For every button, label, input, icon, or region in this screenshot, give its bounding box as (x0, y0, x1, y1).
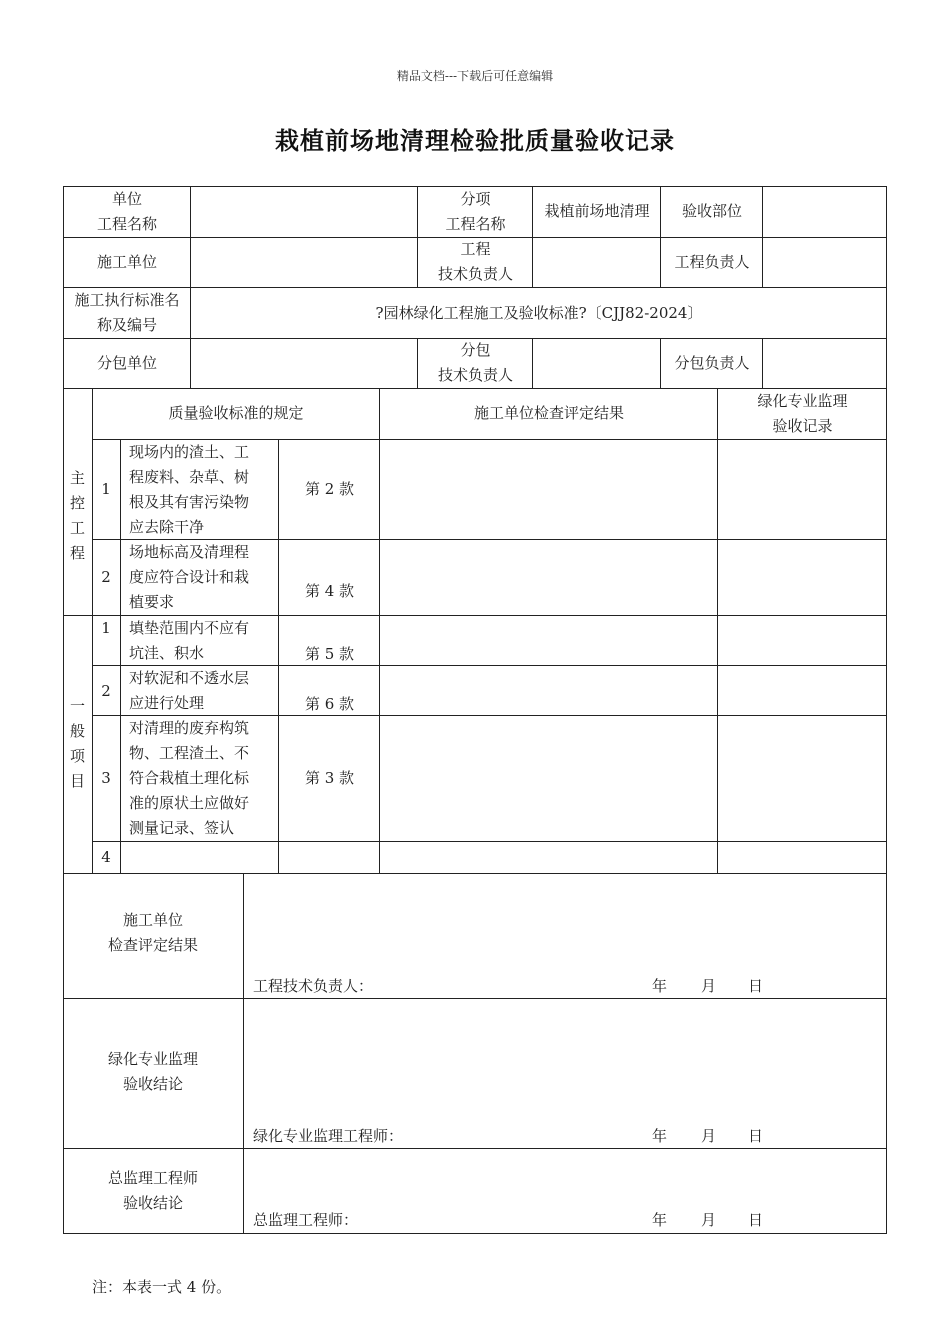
item-clause: 第 6 款 (304, 694, 355, 713)
tech-lead-label: 工程 技术负责人 (437, 240, 513, 283)
footer-note: 注：本表一式 4 份。 (92, 1278, 232, 1296)
sign-year: 年 (652, 1211, 668, 1229)
sign-day: 日 (748, 1127, 764, 1145)
constructor-result-label: 施工单位 检查评定结果 (107, 910, 198, 954)
main-control-label: 主 控 工 程 (69, 469, 85, 562)
item-description: 填垫范围内不应有 坑洼、积水 (129, 619, 250, 662)
item-clause: 第 4 款 (304, 581, 355, 600)
chief-supervisor-signature: 总监理工程师： (253, 1211, 359, 1229)
chief-supervisor-label: 总监理工程师 验收结论 (107, 1168, 198, 1212)
general-items-label: 一 般 项 目 (69, 697, 85, 790)
sub-item-value: 栽植前场地清理 (544, 202, 650, 220)
accept-part-label: 验收部位 (681, 202, 742, 220)
unit-project-label: 单位 工程名称 (96, 189, 157, 233)
standard-label: 施工执行标准名 称及编号 (74, 290, 180, 334)
item-number: 1 (101, 618, 111, 637)
tech-lead-signature: 工程技术负责人： (253, 977, 374, 995)
sign-year: 年 (652, 1127, 668, 1145)
item-number: 3 (101, 768, 111, 787)
item-number: 2 (101, 567, 111, 586)
supervisor-conclusion-label: 绿化专业监理 验收结论 (107, 1049, 198, 1093)
sign-day: 日 (748, 1211, 764, 1229)
sign-month: 月 (701, 977, 717, 995)
item-clause: 第 2 款 (304, 479, 355, 498)
sub-tech-label: 分包 技术负责人 (437, 341, 513, 384)
item-description: 现场内的渣土、工 程废料、杂草、树 根及其有害污染物 应去除干净 (129, 443, 250, 536)
column-result: 施工单位检查评定结果 (473, 404, 624, 422)
sub-lead-label: 分包负责人 (674, 353, 750, 372)
sign-day: 日 (748, 977, 764, 995)
standard-value: ?园林绿化工程施工及验收标准?〔CJJ82-2024〕 (375, 304, 703, 322)
column-standard: 质量验收标准的规定 (168, 404, 304, 422)
sign-year: 年 (652, 977, 668, 995)
unit-project-value[interactable] (191, 186, 418, 237)
item-number: 1 (101, 479, 111, 498)
item-clause: 第 5 款 (304, 644, 355, 663)
sign-month: 月 (701, 1211, 717, 1229)
item-description: 对清理的废弃构筑 物、工程渣土、不 符合栽植土理化标 准的原状土应做好 测量记录、签认 (129, 719, 250, 837)
item-description: 场地标高及清理程 度应符合设计和栽 植要求 (129, 543, 250, 611)
supervisor-signature: 绿化专业监理工程师： (253, 1127, 404, 1145)
subcontractor-label: 分包单位 (96, 353, 157, 372)
page-title: 栽植前场地清理检验批质量验收记录 (275, 127, 675, 155)
constructor-label: 施工单位 (96, 252, 157, 271)
accept-part-value[interactable] (763, 186, 887, 237)
item-number: 2 (101, 681, 111, 700)
project-lead-label: 工程负责人 (674, 252, 750, 271)
sign-month: 月 (701, 1127, 717, 1145)
column-supervisor: 绿化专业监理 验收记录 (757, 391, 848, 435)
item-number: 4 (101, 847, 111, 866)
item-clause: 第 3 款 (304, 768, 355, 787)
header-note: 精品文档---下载后可任意编辑 (396, 69, 554, 83)
sub-item-label: 分项 工程名称 (445, 189, 506, 233)
item-description: 对软泥和不透水层 应进行处理 (129, 669, 250, 712)
inspection-form (63, 186, 887, 1234)
